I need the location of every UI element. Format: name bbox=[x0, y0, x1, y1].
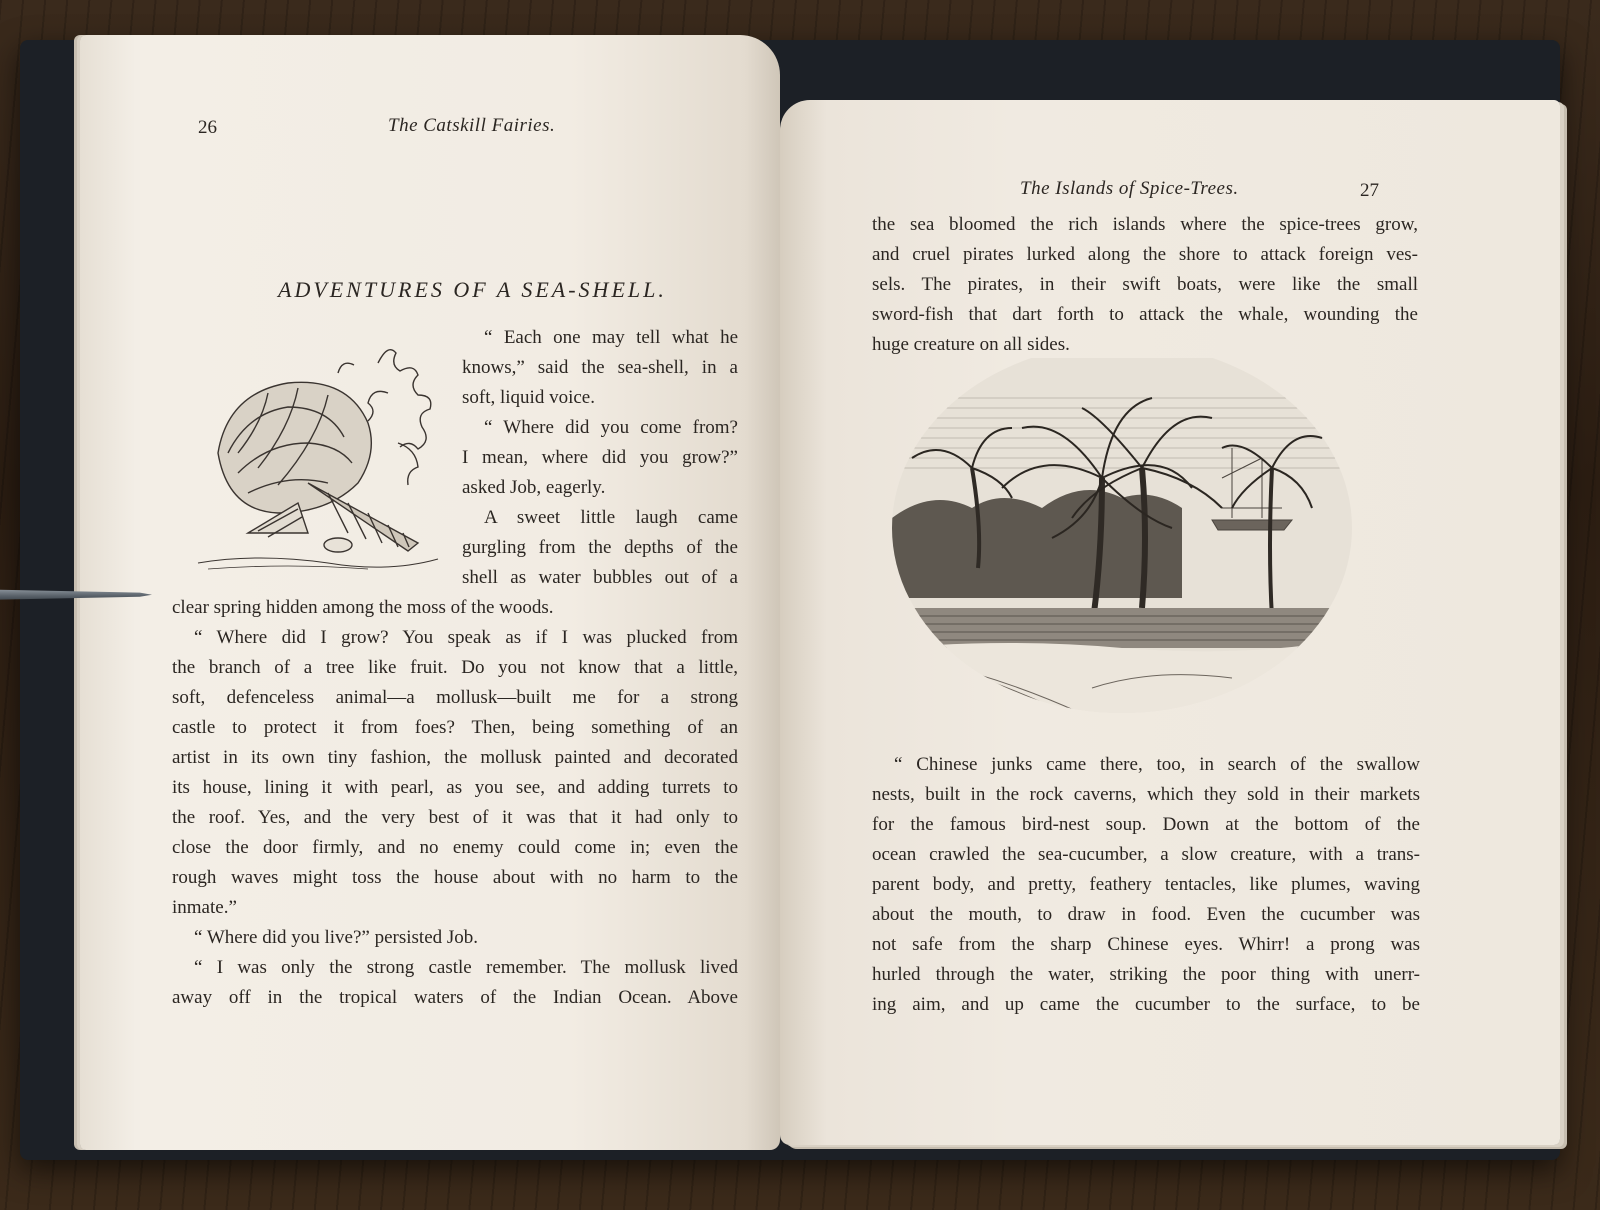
text-line: “ Where did you come from? bbox=[484, 417, 738, 438]
text-line: shell as water bubbles out of a bbox=[462, 567, 738, 588]
text-line: for the famous bird-nest soup. Down at the bottom of the bbox=[872, 814, 1420, 835]
text-line: “ Each one may tell what he bbox=[484, 327, 738, 348]
text-line: nests, built in the rock caverns, which they sold in their markets bbox=[872, 784, 1420, 805]
text-line: knows,” said the sea-shell, in a bbox=[462, 357, 738, 378]
text-line: huge creature on all sides. bbox=[872, 334, 1070, 355]
text-line: gurgling from the depths of the bbox=[462, 537, 738, 558]
text-line: asked Job, eagerly. bbox=[462, 477, 606, 498]
text-line: away off in the tropical waters of the Indian Ocean. Above bbox=[172, 987, 738, 1008]
text-line: its house, lining it with pearl, as you see, and adding turrets to bbox=[172, 777, 738, 798]
running-head: The Islands of Spice-Trees. bbox=[1020, 178, 1239, 199]
palm-island-illustration bbox=[892, 358, 1352, 738]
text-line: inmate.” bbox=[172, 897, 237, 918]
text-line: artist in its own tiny fashion, the mollusk painted and decorated bbox=[172, 747, 738, 768]
text-line: sels. The pirates, in their swift boats, were like the small bbox=[872, 274, 1418, 295]
text-line: not safe from the sharp Chinese eyes. Whirr! a prong was bbox=[872, 934, 1420, 955]
text-line: soft, liquid voice. bbox=[462, 387, 595, 408]
text-line: “ Where did I grow? You speak as if I was plucked from bbox=[194, 627, 738, 648]
text-line: rough waves might toss the house about with no harm to the bbox=[172, 867, 738, 888]
body-paragraphs bbox=[172, 593, 738, 1013]
page-number: 27 bbox=[1360, 180, 1379, 201]
text-line: ing aim, and up came the cucumber to the surface, to be bbox=[872, 994, 1420, 1015]
text-line: about the mouth, to draw in food. Even the cucumber was bbox=[872, 904, 1420, 925]
text-line: hurled through the water, striking the poor thing with unerr- bbox=[872, 964, 1420, 985]
top-paragraph bbox=[872, 210, 1418, 360]
intro-paragraph bbox=[462, 323, 738, 593]
text-line: ocean crawled the sea-cucumber, a slow creature, with a trans- bbox=[872, 844, 1420, 865]
right-page bbox=[780, 100, 1560, 1145]
text-line: “ Where did you live?” persisted Job. bbox=[194, 927, 479, 948]
text-line: A sweet little laugh came bbox=[484, 507, 738, 528]
text-line: sword-fish that dart forth to attack the whale, wounding the bbox=[872, 304, 1418, 325]
text-line: close the door firmly, and no enemy could come in; even the bbox=[172, 837, 738, 858]
text-line: the branch of a tree like fruit. Do you not know that a little, bbox=[172, 657, 738, 678]
left-page bbox=[80, 35, 780, 1150]
text-line: parent body, and pretty, feathery tentacles, like plumes, waving bbox=[872, 874, 1420, 895]
text-line: I mean, where did you grow?” bbox=[462, 447, 738, 468]
text-line: and cruel pirates lurked along the shore to attack foreign ves- bbox=[872, 244, 1418, 265]
bottom-paragraph bbox=[872, 750, 1420, 1020]
text-line: “ I was only the strong castle remember. The mollusk lived bbox=[194, 957, 738, 978]
text-line: “ Chinese junks came there, too, in search of the swallow bbox=[894, 754, 1420, 775]
running-head: The Catskill Fairies. bbox=[388, 115, 556, 136]
text-line: the sea bloomed the rich islands where the spice-trees grow, bbox=[872, 214, 1418, 235]
text-line: soft, defenceless animal—a mollusk—built me for a strong bbox=[172, 687, 738, 708]
text-line: castle to protect it from foes? Then, being something of an bbox=[172, 717, 738, 738]
text-line: clear spring hidden among the moss of the woods. bbox=[172, 597, 554, 618]
chapter-title: ADVENTURES OF A SEA-SHELL. bbox=[278, 277, 667, 302]
sea-shell-illustration bbox=[188, 333, 458, 573]
page-number: 26 bbox=[198, 117, 217, 138]
text-line: the roof. Yes, and the very best of it was that it had only to bbox=[172, 807, 738, 828]
